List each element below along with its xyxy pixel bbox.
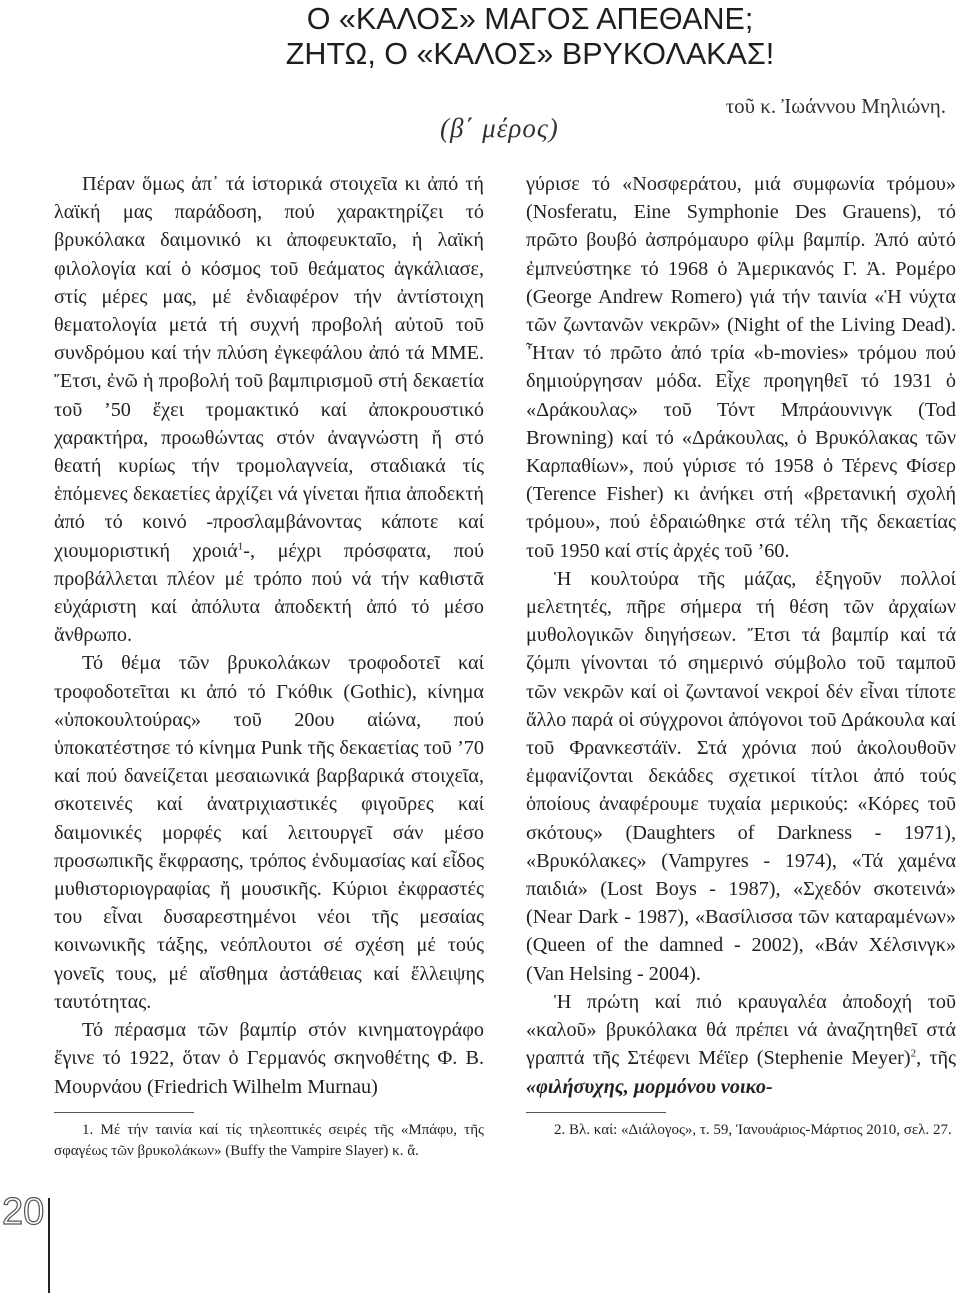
footnote-2: 2. Βλ. καί: «Διάλογος», τ. 59, Ἰανουάριος-Μάρτιος 2010, σελ. 27.	[554, 1122, 952, 1138]
footnote-1: 1. Μέ τήν ταινία καί τίς τηλεοπτικές σειρές τῆς «Μπάφυ, τῆς σφαγέως τῶν βρυκολάκων» (Buffy the Vampire Slayer) κ. ἄ.	[54, 1122, 484, 1159]
right-paragraph-1: γύρισε τό «Νοσφεράτου, μιά συμφωνία τρόμου» (Nosferatu, Eine Symphonie Des Grauens), τό πρῶτο βουβό ἀσπρόμαυρο φίλμ βαμπίρ. Ἀπό αὐτό ἐμπνεύστηκε τό 1968 ὁ Ἀμερικανός Γ. Ἀ. Ρομέρο (George Andrew Romero) γιά τήν ταινία «Ἡ νύχτα τῶν ζωντανῶν νεκρῶν» (Night of the Living Dead). Ἦταν τό πρῶτο ἀπό τρία «b-movies» τρόμου πού δημιούργησαν μόδα. Εἶχε προηγηθεῖ τό 1931 ὁ «Δράκουλας» τοῦ Τόντ Μπράουνινγκ (Tod Browning) καί τό «Δράκουλας, ὁ Βρυκόλακας τῶν Καρπαθίων», πού γύρισε τό 1958 ὁ Τέρενς Φίσερ (Terence Fisher) κι ἀνήκει στή «βρετανική σχολή τρόμου», πού ἑδραιώθηκε στά τέλη τῆς δεκαετίας τοῦ 1950 καί στίς ἀρχές τοῦ ’60.	[526, 173, 956, 562]
page-number: 20	[2, 1191, 45, 1233]
left-paragraph-1-tail: -, μέχρι πρόσφατα, πού προβάλλεται πλέον μέ τρόπο πού νά τήν καθιστᾶ εὐχάριστη καί ἀπόλυτα ἀποδεκτή ἀπό τό μέσο ἄνθρωπο.	[54, 539, 484, 647]
part-label: (β΄ μέρος)	[440, 113, 559, 143]
author-byline: τοῦ κ. Ἰωάννου Μηλιώνη.	[725, 94, 946, 118]
title-line-1: Ο «ΚΑΛΟΣ» ΜΑΓΟΣ ΑΠΕΘΑΝΕ;	[306, 2, 754, 36]
right-paragraph-3-text: Ἡ πρώτη καί πιό κραυγαλέα ἀποδοχή τοῦ «καλοῦ» βρυκόλακα θά πρέπει νά ἀναζητηθεῖ στά γραπτά τῆς Στέφενι Μέϊερ (Stephenie Meyer)	[526, 990, 956, 1070]
right-paragraph-2: Ἡ κουλτούρα τῆς μάζας, ἐξηγοῦν πολλοί μελετητές, πῆρε σήμερα τή θέση τῶν ἀρχαίων μυθολογικῶν διηγήσεων. Ἔτσι τά βαμπίρ καί τά ζόμπι γίνονται τό σημερινό σύμβολο τοῦ ταμποῦ τῶν νεκρῶν καί οἱ ζωντανοί νεκροί δέν εἶναι τίποτε ἄλλο παρά οἱ σύγχρονοι ἀπόγονοι τοῦ Δράκουλα καί τοῦ Φρανκεστάϊν. Στά χρόνια πού ἀκολουθοῦν ἐμφανίζονται δεκάδες σχετικοί τίτλοι ἀπό τούς ὁποίους ἀναφέρουμε τυχαία μερικούς: «Κόρες τοῦ σκότους» (Daughters of Darkness - 1971), «Βρυκόλακες» (Vampyres - 1974), «Τά χαμένα παιδιά» (Lost Boys - 1987), «Σχεδόν σκοτεινά» (Near Dark - 1987), «Βασίλισσα τῶν καταραμένων» (Queen of the damned - 2002), «Βάν Χέλσινγκ» (Van Helsing - 2004).	[526, 567, 956, 985]
right-column	[526, 170, 956, 1101]
left-paragraph-1	[54, 170, 484, 649]
footnote-divider-right	[526, 1112, 666, 1113]
footnote-divider-left	[54, 1112, 194, 1113]
right-paragraph-3-mid: , τῆς	[916, 1047, 956, 1070]
footnote-ref-1: 1	[237, 539, 244, 552]
left-paragraph-1-text: Πέραν ὅμως ἀπ᾽ τά ἱστορικά στοιχεῖα κι ἀπό τή λαϊκή μας παράδοση, πού χαρακτηρίζει τό βρυκόλακα δαιμονικό κι ἀποφευκταῖο, ἡ λαϊκή φιλολογία καί ὁ κόσμος τοῦ θεάματος ἀγκάλιασε, στίς μέρες μας, μέ ἐνδιαφέρον τήν ἀντίστοιχη θεματολογία μετά τή συχνή προβολή αὐτοῦ τοῦ συνδρόμου καί τήν πλύση ἐγκεφάλου ἀπό τά ΜΜΕ. Ἔτσι, ἐνῶ ἡ προβολή τοῦ βαμπιρισμοῦ στή δεκαετία τοῦ ’50 ἔχει τρομακτικό καί ἀποκρουστικό χαρακτήρα, προωθώντας στόν ἀναγνώστη ἤ στό θεατή κυρίως τήν τρομολαγνεία, σταδιακά τίς ἑπόμενες δεκαετίες ἀρχίζει νά γίνεται ἤπια ἀποδεκτή ἀπό τό κοινό -προσλαμβάνοντας κάποτε καί χιουμοριστική χροιά	[54, 173, 484, 562]
right-paragraph-3	[526, 988, 956, 1101]
title-line-2: ΖΗΤΩ, Ο «ΚΑΛΟΣ» ΒΡΥΚΟΛΑΚΑΣ!	[285, 37, 775, 71]
left-paragraph-3: Τό πέρασμα τῶν βαμπίρ στόν κινηματογράφο ἔγινε τό 1922, ὅταν ὁ Γερμανός σκηνοθέτης Φ. Β. Μουρνάου (Friedrich Wilhelm Murnau)	[54, 1019, 484, 1098]
footnote-ref-2: 2	[910, 1047, 917, 1060]
left-paragraph-2: Τό θέμα τῶν βρυκολάκων τροφοδοτεῖ καί τροφοδοτεῖται κι ἀπό τό Γκόθικ (Gothic), κίνημα «ὑποκουλτούρας» τοῦ 20ου αἰώνα, πού ὑποκατέστησε τό κίνημα Punk τῆς δεκαετίας τοῦ ’70 καί πού δανείζεται μεσαιωνικά βαρβαρικά στοιχεῖα, σκοτεινές καί ἀνατριχιαστικές φιγοῦρες καί δαιμονικές μορφές καί λειτουργεῖ σάν μέσο προσωπικῆς ἔκφρασης, τρόπος ἐνδυμασίας καί εἶδος μυθιστοριογραφίας ἤ μουσικῆς. Κύριοι ἐκφραστές του εἶναι δυσαρεστημένοι νέοι τῆς μεσαίας κοινωνικῆς τάξης, νεόπλουτοι σέ σχέση μέ τούς γονεῖς τους, μέ αἴσθημα ἀστάθειας καί ἔλλειψης ταυτότητας.	[54, 652, 484, 1013]
right-paragraph-3-emphasis: «φιλήσυχης, μορμόνου νοικο-	[526, 1075, 773, 1098]
page-number-rule	[48, 1198, 50, 1293]
article-title	[250, 2, 810, 72]
left-column	[54, 170, 484, 1101]
